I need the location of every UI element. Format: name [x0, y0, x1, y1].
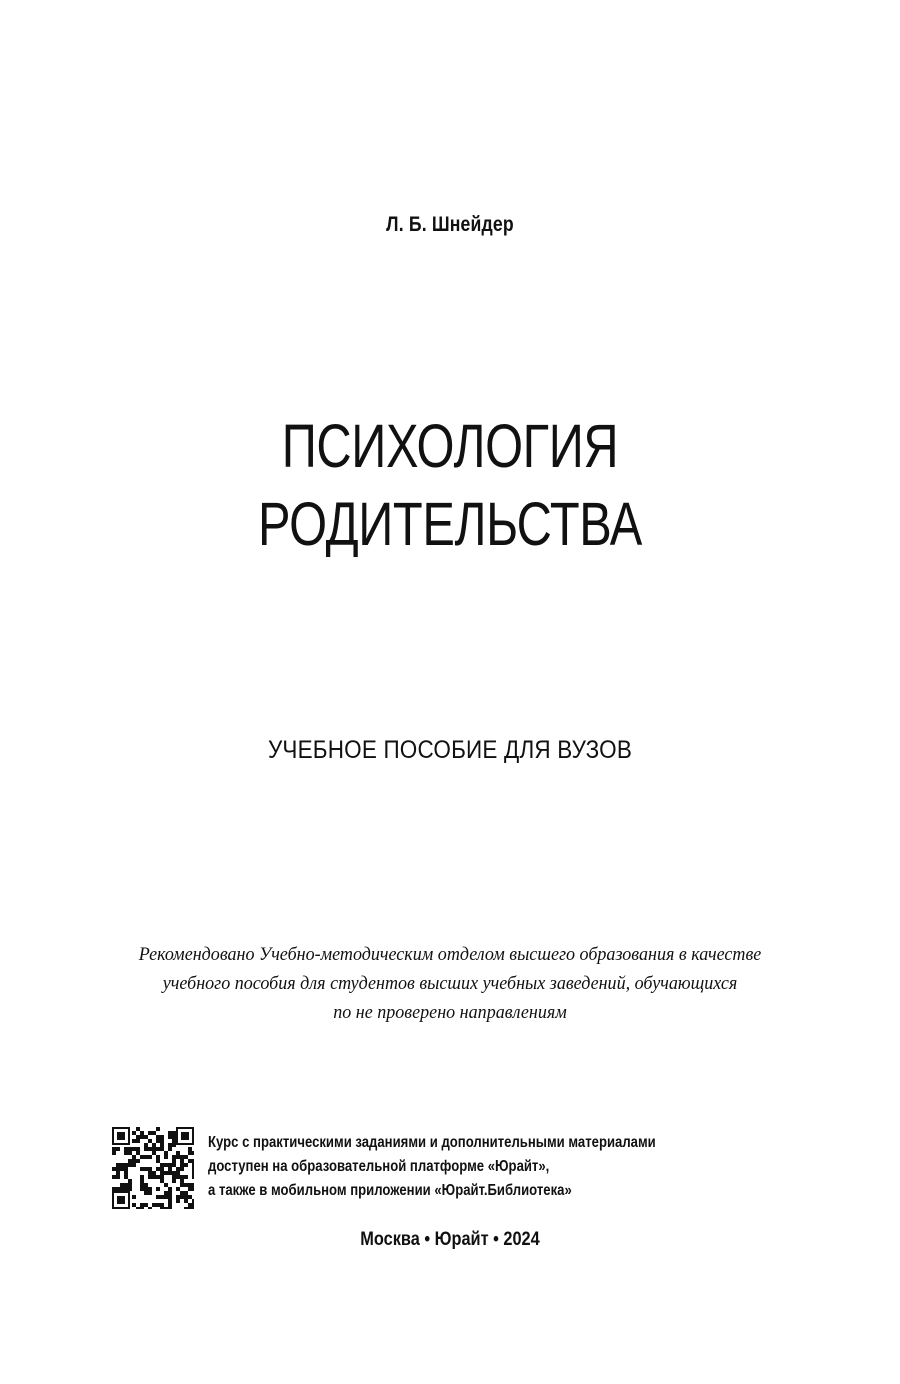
course-info — [208, 1131, 656, 1203]
publisher-imprint: Москва • Юрайт • 2024 — [360, 1229, 540, 1250]
book-title-line-2: РОДИТЕЛЬСТВА — [258, 490, 642, 558]
author-name: Л. Б. Шнейдер — [386, 213, 514, 236]
book-subtitle: УЧЕБНОЕ ПОСОБИЕ ДЛЯ ВУЗОВ — [267, 736, 633, 764]
recommendation-line-1: Рекомендовано Учебно-методическим отделом высшего образования в качестве — [138, 944, 762, 965]
recommendation-line-2: учебного пособия для студентов высших учебных заведений, обучающихся — [162, 973, 738, 994]
course-info-line-2: доступен на образовательной платформе «Юрайт», — [208, 1158, 550, 1175]
qr-code-icon[interactable] — [112, 1127, 194, 1209]
recommendation-line-3: по не проверено направлениям — [333, 1002, 567, 1023]
course-info-line-1: Курс с практическими заданиями и дополнительными материалами — [208, 1134, 656, 1151]
course-info-line-3: а также в мобильном приложении «Юрайт.Библиотека» — [208, 1182, 572, 1199]
book-title-line-1: ПСИХОЛОГИЯ — [281, 412, 619, 480]
